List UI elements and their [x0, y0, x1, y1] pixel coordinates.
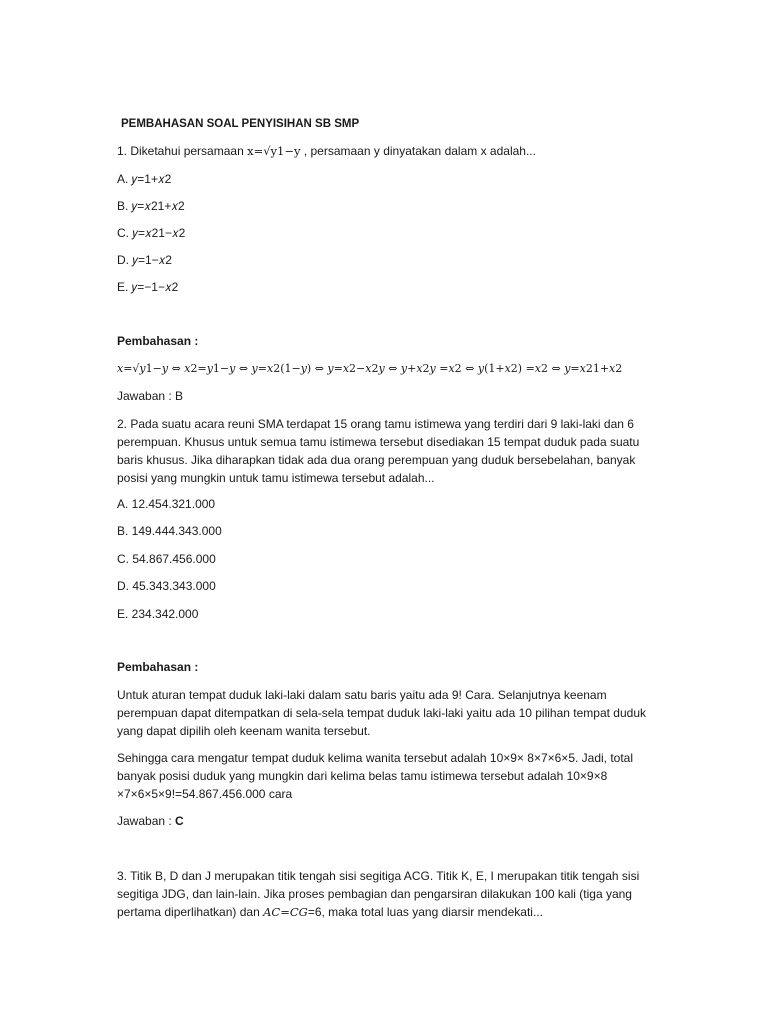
question-1-working: 𝑥=√𝑦1−𝑦 ⇔ 𝑥2=𝑦1−𝑦 ⇔ 𝑦=𝑥2(1−𝑦) ⇔ 𝑦=𝑥2−𝑥2𝑦 ⇔ 𝑦+𝑥2𝑦 =𝑥2 ⇔ 𝑦(1+𝑥2) =𝑥2 ⇔ 𝑦=𝑥21+𝑥2	[117, 362, 623, 375]
question-1-prefix: 1. Diketahui persamaan	[117, 144, 248, 158]
question-3-stem-line: segitiga JDG, dan lain-lain. Jika proses pembagian dan pengarsiran dilakukan 100 kali (tiga yang	[117, 887, 632, 901]
question-2-explanation-2	[117, 749, 657, 803]
question-1-equation: x=√y1−y	[247, 144, 301, 158]
question-2-option-c: C. 54.867.456.000	[117, 552, 216, 566]
question-1-option-b: B. 𝑦=𝑥21+𝑥2	[117, 199, 185, 213]
explanation-line: yang dapat dipilih oleh keenam wanita tersebut.	[117, 724, 371, 738]
question-2-stem-line: baris khusus. Jika diharapkan tidak ada dua orang perempuan yang duduk bersebelahan, banyak	[117, 453, 636, 467]
explanation-line: ×7×6×5×9!=54.867.456.000 cara	[117, 787, 293, 801]
explanation-line: Untuk aturan tempat duduk laki-laki dalam satu baris yaitu ada 9! Cara. Selanjutnya keenam	[117, 688, 607, 702]
question-2-answer	[117, 813, 184, 829]
question-1-answer: Jawaban : B	[117, 389, 184, 403]
question-2-option-d: D. 45.343.343.000	[117, 579, 216, 593]
question-3-stem-line: 3. Titik B, D dan J merupakan titik tengah sisi segitiga ACG. Titik K, E, I merupakan titik tengah sisi	[117, 869, 640, 883]
question-2-stem-line: 2. Pada suatu acara reuni SMA terdapat 15 orang tamu istimewa yang terdiri dari 9 laki-laki dan 6	[117, 417, 634, 431]
question-2-answer-letter: C	[175, 814, 184, 828]
question-2-stem	[117, 415, 657, 487]
document-title: PEMBAHASAN SOAL PENYISIHAN SB SMP	[121, 118, 360, 130]
question-1-suffix: , persamaan y dinyatakan dalam x adalah...	[300, 144, 536, 158]
question-1-option-d: D. 𝑦=1−𝑥2	[117, 253, 172, 267]
question-1-option-e: E. 𝑦=−1−𝑥2	[117, 280, 179, 294]
explanation-line: perempuan dapat ditempatkan di sela-sela tempat duduk laki-laki yaitu ada 10 pilihan tempat duduk	[117, 706, 646, 720]
question-2-option-a: A. 12.454.321.000	[117, 497, 216, 511]
question-1-pembahasan-label: Pembahasan :	[117, 334, 199, 348]
question-1-option-a: A. 𝑦=1+𝑥2	[117, 172, 172, 186]
question-2-option-b: B. 149.444.343.000	[117, 524, 222, 538]
question-2-stem-line: posisi yang mungkin untuk tamu istimewa tersebut adalah...	[117, 471, 435, 485]
question-1-option-c: C. 𝑦=𝑥21−𝑥2	[117, 226, 186, 240]
question-3-line3-prefix: pertama diperlihatkan) dan	[117, 905, 264, 919]
question-3-stem	[117, 867, 657, 921]
question-2-explanation-1	[117, 686, 657, 740]
question-3-line3-suffix: =6, maka total luas yang diarsir mendekati...	[307, 905, 543, 919]
question-3-equation: AC=CG	[263, 905, 308, 919]
question-2-answer-prefix: Jawaban :	[117, 814, 176, 828]
question-2-option-e: E. 234.342.000	[117, 607, 199, 621]
explanation-line: banyak posisi duduk yang mungkin dari kelima belas tamu istimewa tersebut adalah 10×9×8	[117, 769, 608, 783]
question-2-pembahasan-label: Pembahasan :	[117, 660, 199, 674]
question-1-stem	[117, 143, 536, 159]
question-3-stem-line-3	[117, 903, 657, 921]
explanation-line: Sehingga cara mengatur tempat duduk kelima wanita tersebut adalah 10×9× 8×7×6×5. Jadi, total	[117, 751, 634, 765]
question-2-stem-line: perempuan. Khusus untuk semua tamu istimewa tersebut disediakan 15 tempat duduk pada suatu	[117, 435, 640, 449]
